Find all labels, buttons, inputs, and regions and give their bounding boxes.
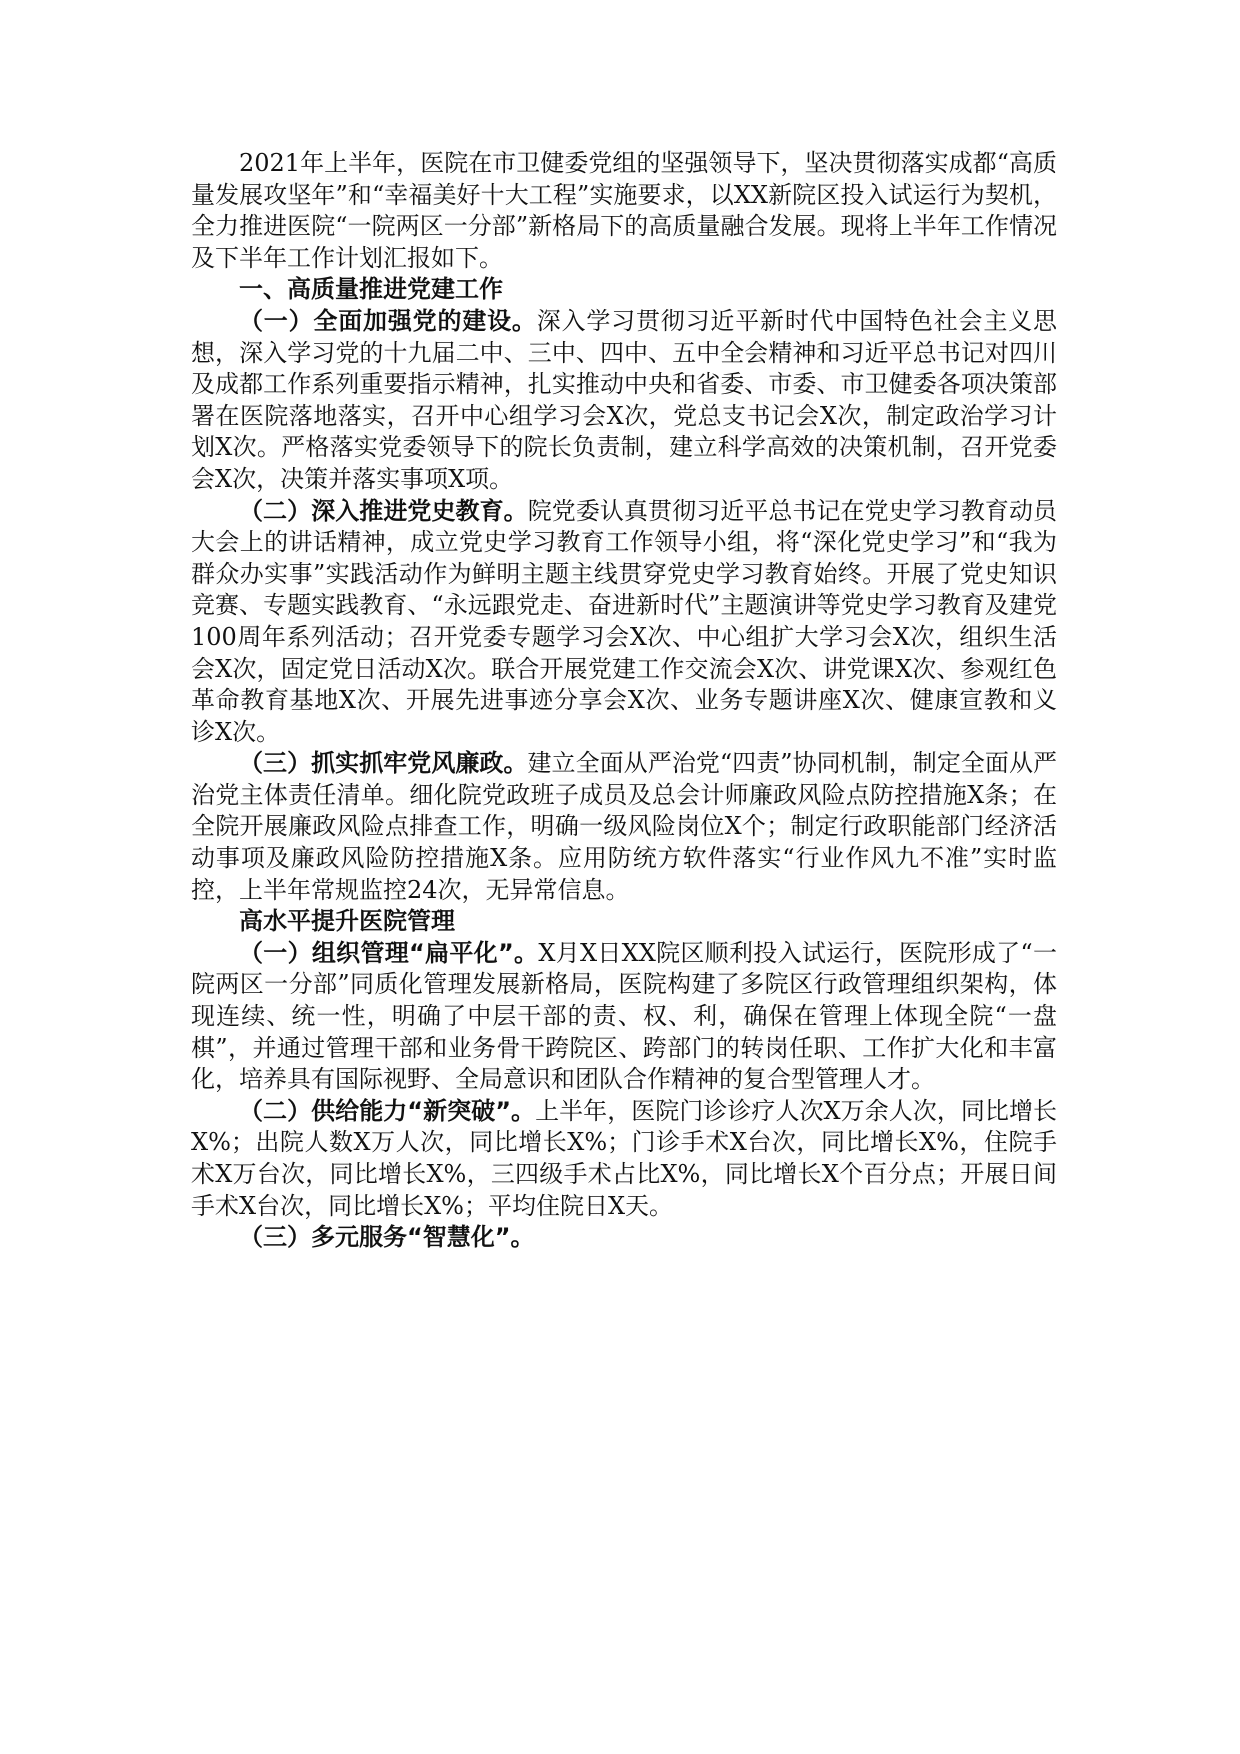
section-1-item-3: [191, 748, 1057, 906]
section-1-item-3-text: 建立全面从严治党“四责”协同机制，制定全面从严治党主体责任清单。细化院党政班子成员及总会计师廉政风险点防控措施X条；在全院开展廉政风险点排查工作，明确一级风险岗位X个；制定行政职能部门经济活动事项及廉政风险防控措施X条。应用防统方软件落实“行业作风九不准”实时监控，上半年常规监控24次，无异常信息。: [191, 749, 1057, 904]
section-1-item-2: [191, 496, 1057, 749]
section-2-item-1: [191, 938, 1057, 1096]
intro-paragraph: 2021年上半年，医院在市卫健委党组的坚强领导下，坚决贯彻落实成都“高质量发展攻坚年”和“幸福美好十大工程”实施要求，以XX新院区投入试运行为契机，全力推进医院“一院两区一分部”新格局下的高质量融合发展。现将上半年工作情况及下半年工作计划汇报如下。: [191, 149, 1057, 272]
section-2-item-2-text: 上半年，医院门诊诊疗人次X万余人次，同比增长X%；出院人数X万人次，同比增长X%；门诊手术X台次，同比增长X%，住院手术X万台次，同比增长X%，三四级手术占比X%，同比增长X个百分点；开展日间手术X台次，同比增长X%；平均住院日X天。: [191, 1096, 1058, 1220]
section-1-item-3-title: （三）抓实抓牢党风廉政。: [239, 749, 528, 778]
section-1-item-1-text: 深入学习贯彻习近平新时代中国特色社会主义思想，深入学习党的十九届二中、三中、四中、五中全会精神和习近平总书记对四川及成都工作系列重要指示精神，扎实推动中央和省委、市委、市卫健委各项决策部署在医院落地落实，召开中心组学习会X次，党总支书记会X次，制定政治学习计划X次。严格落实党委领导下的院长负责制，建立科学高效的决策机制，召开党委会X次，决策并落实事项X项。: [191, 306, 1057, 493]
section-2-heading: 高水平提升医院管理: [239, 907, 455, 936]
section-2-item-3: [191, 1222, 1057, 1254]
section-1-heading: 一、高质量推进党建工作: [239, 275, 503, 304]
document-body: [191, 148, 1057, 1254]
section-1-item-2-text: 院党委认真贯彻习近平总书记在党史学习教育动员大会上的讲话精神，成立党史学习教育工作领导小组，将“深化党史学习”和“我为群众办实事”实践活动作为鲜明主题主线贯穿党史学习教育始终。开展了党史知识竞赛、专题实践教育、“永远跟党走、奋进新时代”主题演讲等党史学习教育及建党100周年系列活动；召开党委专题学习会X次、中心组扩大学习会X次，组织生活会X次，固定党日活动X次。联合开展党建工作交流会X次、讲党课X次、参观红色革命教育基地X次、开展先进事迹分享会X次、业务专题讲座X次、健康宣教和义诊X次。: [191, 496, 1058, 746]
section-2-item-3-title: （三）多元服务“智慧化”。: [239, 1223, 535, 1252]
section-1-item-2-title: （二）深入推进党史教育。: [239, 496, 528, 525]
section-2-item-2: [191, 1096, 1057, 1222]
section-2-item-1-title: （一）组织管理“扁平化”。: [239, 938, 539, 967]
section-1-item-1-title: （一）全面加强党的建设。: [239, 306, 537, 335]
section-1-item-1: [191, 306, 1057, 496]
section-2-item-1-text: X月X日XX院区顺利投入试运行，医院形成了“一院两区一分部”同质化管理发展新格局，医院构建了多院区行政管理组织架构，体现连续、统一性，明确了中层干部的责、权、利，确保在管理上体现全院“一盘棋”，并通过管理干部和业务骨干跨院区、跨部门的转岗任职、工作扩大化和丰富化，培养具有国际视野、全局意识和团队合作精神的复合型管理人才。: [191, 938, 1057, 1094]
section-2-item-2-title: （二）供给能力“新突破”。: [239, 1096, 536, 1125]
